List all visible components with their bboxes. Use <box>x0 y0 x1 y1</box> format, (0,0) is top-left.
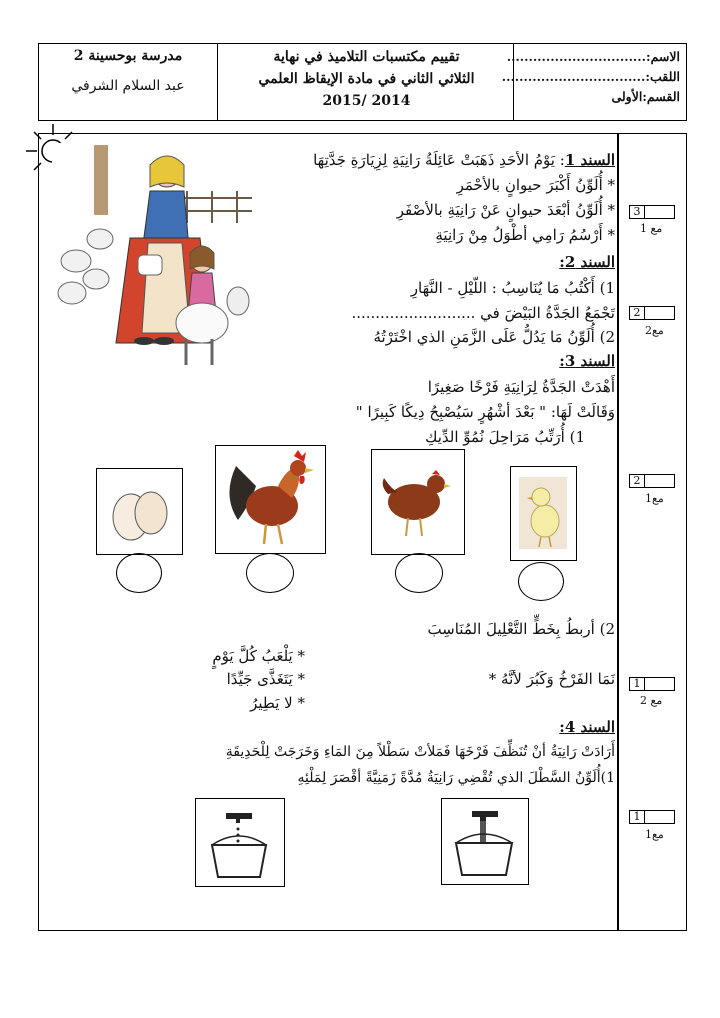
section3-option-1[interactable]: * يَلْعَبُ كُلَّ يَوْمٍ <box>212 647 305 665</box>
section1-title: السند 1 <box>564 151 615 169</box>
section1-intro <box>195 151 615 169</box>
title-line1: تقييم مكتسبات التلاميذ في نهاية <box>273 49 460 65</box>
section3-statement: نَمَا الفَرْخُ وَكَبُرَ لأنَّهُ * <box>488 670 615 688</box>
section3-line2: وَقَالَتْ لَهَا: " بَعْدَ أشْهُرٍ سَيُصْبِحُ دِيكًا كَبِيرًا " <box>355 403 615 421</box>
score-box-5 <box>629 810 675 824</box>
section2-title: السند 2: <box>559 253 615 271</box>
rooster-icon <box>216 446 324 552</box>
surname-field[interactable]: اللقب:................................. <box>501 69 680 84</box>
hen-icon <box>372 450 463 553</box>
title-year: 2015/ 2014 <box>322 93 411 109</box>
score-box-3 <box>629 474 675 488</box>
score-value: 2 <box>630 475 645 487</box>
section1-text: : يَوْمُ الأحَدِ ذَهَبَتْ عَائِلَةُ رَانِيَةِ لِزِيَارَةِ جَدَّتِهَا <box>313 151 565 169</box>
score-box-1 <box>629 205 675 219</box>
chick-icon <box>511 467 575 559</box>
score-value: 1 <box>630 678 645 690</box>
section2-q1: 1) أَكْتُبُ مَا يُنَاسِبُ : اللّيْلِ - النَّهَارِ <box>410 279 615 297</box>
farm-illustration <box>52 143 252 375</box>
score-value: 3 <box>630 206 645 218</box>
rooster-image <box>215 445 326 554</box>
score-label-5: مع1 <box>645 828 664 841</box>
bucket-stream-image[interactable] <box>441 798 529 885</box>
score-box-4 <box>629 677 675 691</box>
header-table <box>38 43 687 121</box>
section3-option-3[interactable]: * لا يَطِيرُ <box>250 694 305 712</box>
teacher-name: عبد السلام الشرفي <box>71 78 185 94</box>
section3-title: السند 3: <box>559 352 615 370</box>
bucket-drip-icon <box>196 799 283 885</box>
eggs-icon <box>97 469 181 553</box>
section3-line1: أَهْدَتْ الجَدَّةُ لِرَانِيَةِ فَرْخًا صَغِيرًا <box>427 378 615 396</box>
score-box-2 <box>629 306 675 320</box>
name-field[interactable]: الاسم:................................ <box>506 49 680 64</box>
score-label-3: مع1 <box>645 492 664 505</box>
class-field: القسم:الأولى <box>611 89 680 104</box>
eggs-image <box>96 468 183 555</box>
section3-q1: 1) أُرَتِّبُ مَرَاحِلَ نُمُوِّ الدِّيكِ <box>425 428 585 446</box>
order-circle-rooster[interactable] <box>246 553 294 593</box>
hen-image <box>371 449 465 555</box>
bucket-drip-image[interactable] <box>195 798 285 887</box>
section4-line1: أَرَادَتْ رَانِيَةُ أنْ تُنَظِّفَ فَرْخَهَا فَمَلأتْ سَطْلاً مِنَ المَاءِ وَخَرَجَتْ لِلْحَدِيقَةِ <box>225 744 615 760</box>
section4-title: السند 4: <box>559 718 615 736</box>
score-value: 2 <box>630 307 645 319</box>
score-label-1: مع 1 <box>640 222 663 235</box>
bucket-stream-icon <box>442 799 527 883</box>
title-line2: الثلاثي الثاني في مادة الإيقاظ العلمي <box>258 71 475 87</box>
chick-image <box>510 466 577 561</box>
score-label-2: مع2 <box>645 324 664 337</box>
score-label-4: مع 2 <box>640 694 663 707</box>
section1-item-1: * أُلَوِّنُ أَكْبَرَ حيوانٍ بالأحْمَرِ <box>456 176 615 194</box>
title-cell <box>217 44 515 120</box>
student-info-cell <box>501 44 686 120</box>
school-name: مدرسة بوحسينة 2 <box>73 48 183 64</box>
section4-q1: 1)أُلَوِّنُ السَّطْلَ الذي تُقْضِي رَانِيَةُ مُدَّةً زَمَنِيَّةً أقْصَرَ لِمَلْئِهِ <box>297 770 615 786</box>
section3-q2: 2) أربطُ بِخَطٍّ التَّعْلِيلَ المُنَاسِبَ <box>427 620 615 638</box>
order-circle-hen[interactable] <box>395 553 443 593</box>
score-column-divider <box>617 133 619 931</box>
order-circle-chick[interactable] <box>518 562 564 601</box>
section1-item-2: * أُلَوِّنُ أبْعَدَ حيوانٍ عَنْ رَانِيَةِ بالأصْفَرِ <box>396 201 615 219</box>
section1-item-3: * أَرْسُمُ رَامِي أطْوَلُ مِنْ رَانِيَةِ <box>435 226 615 244</box>
order-circle-eggs[interactable] <box>116 553 162 593</box>
section2-fill-blank[interactable]: تَجْمَعُ الجَدَّةُ البَيْضَ في .......................... <box>351 304 615 322</box>
score-value: 1 <box>630 811 645 823</box>
section2-q2: 2) أُلَوِّنُ مَا يَدُلُّ عَلَى الزَّمَنِ الذي اخْتَرْتُهُ <box>373 328 615 346</box>
section3-option-2[interactable]: * يَتَغَذَّى جَيِّدًا <box>226 670 305 688</box>
school-cell <box>39 44 217 120</box>
